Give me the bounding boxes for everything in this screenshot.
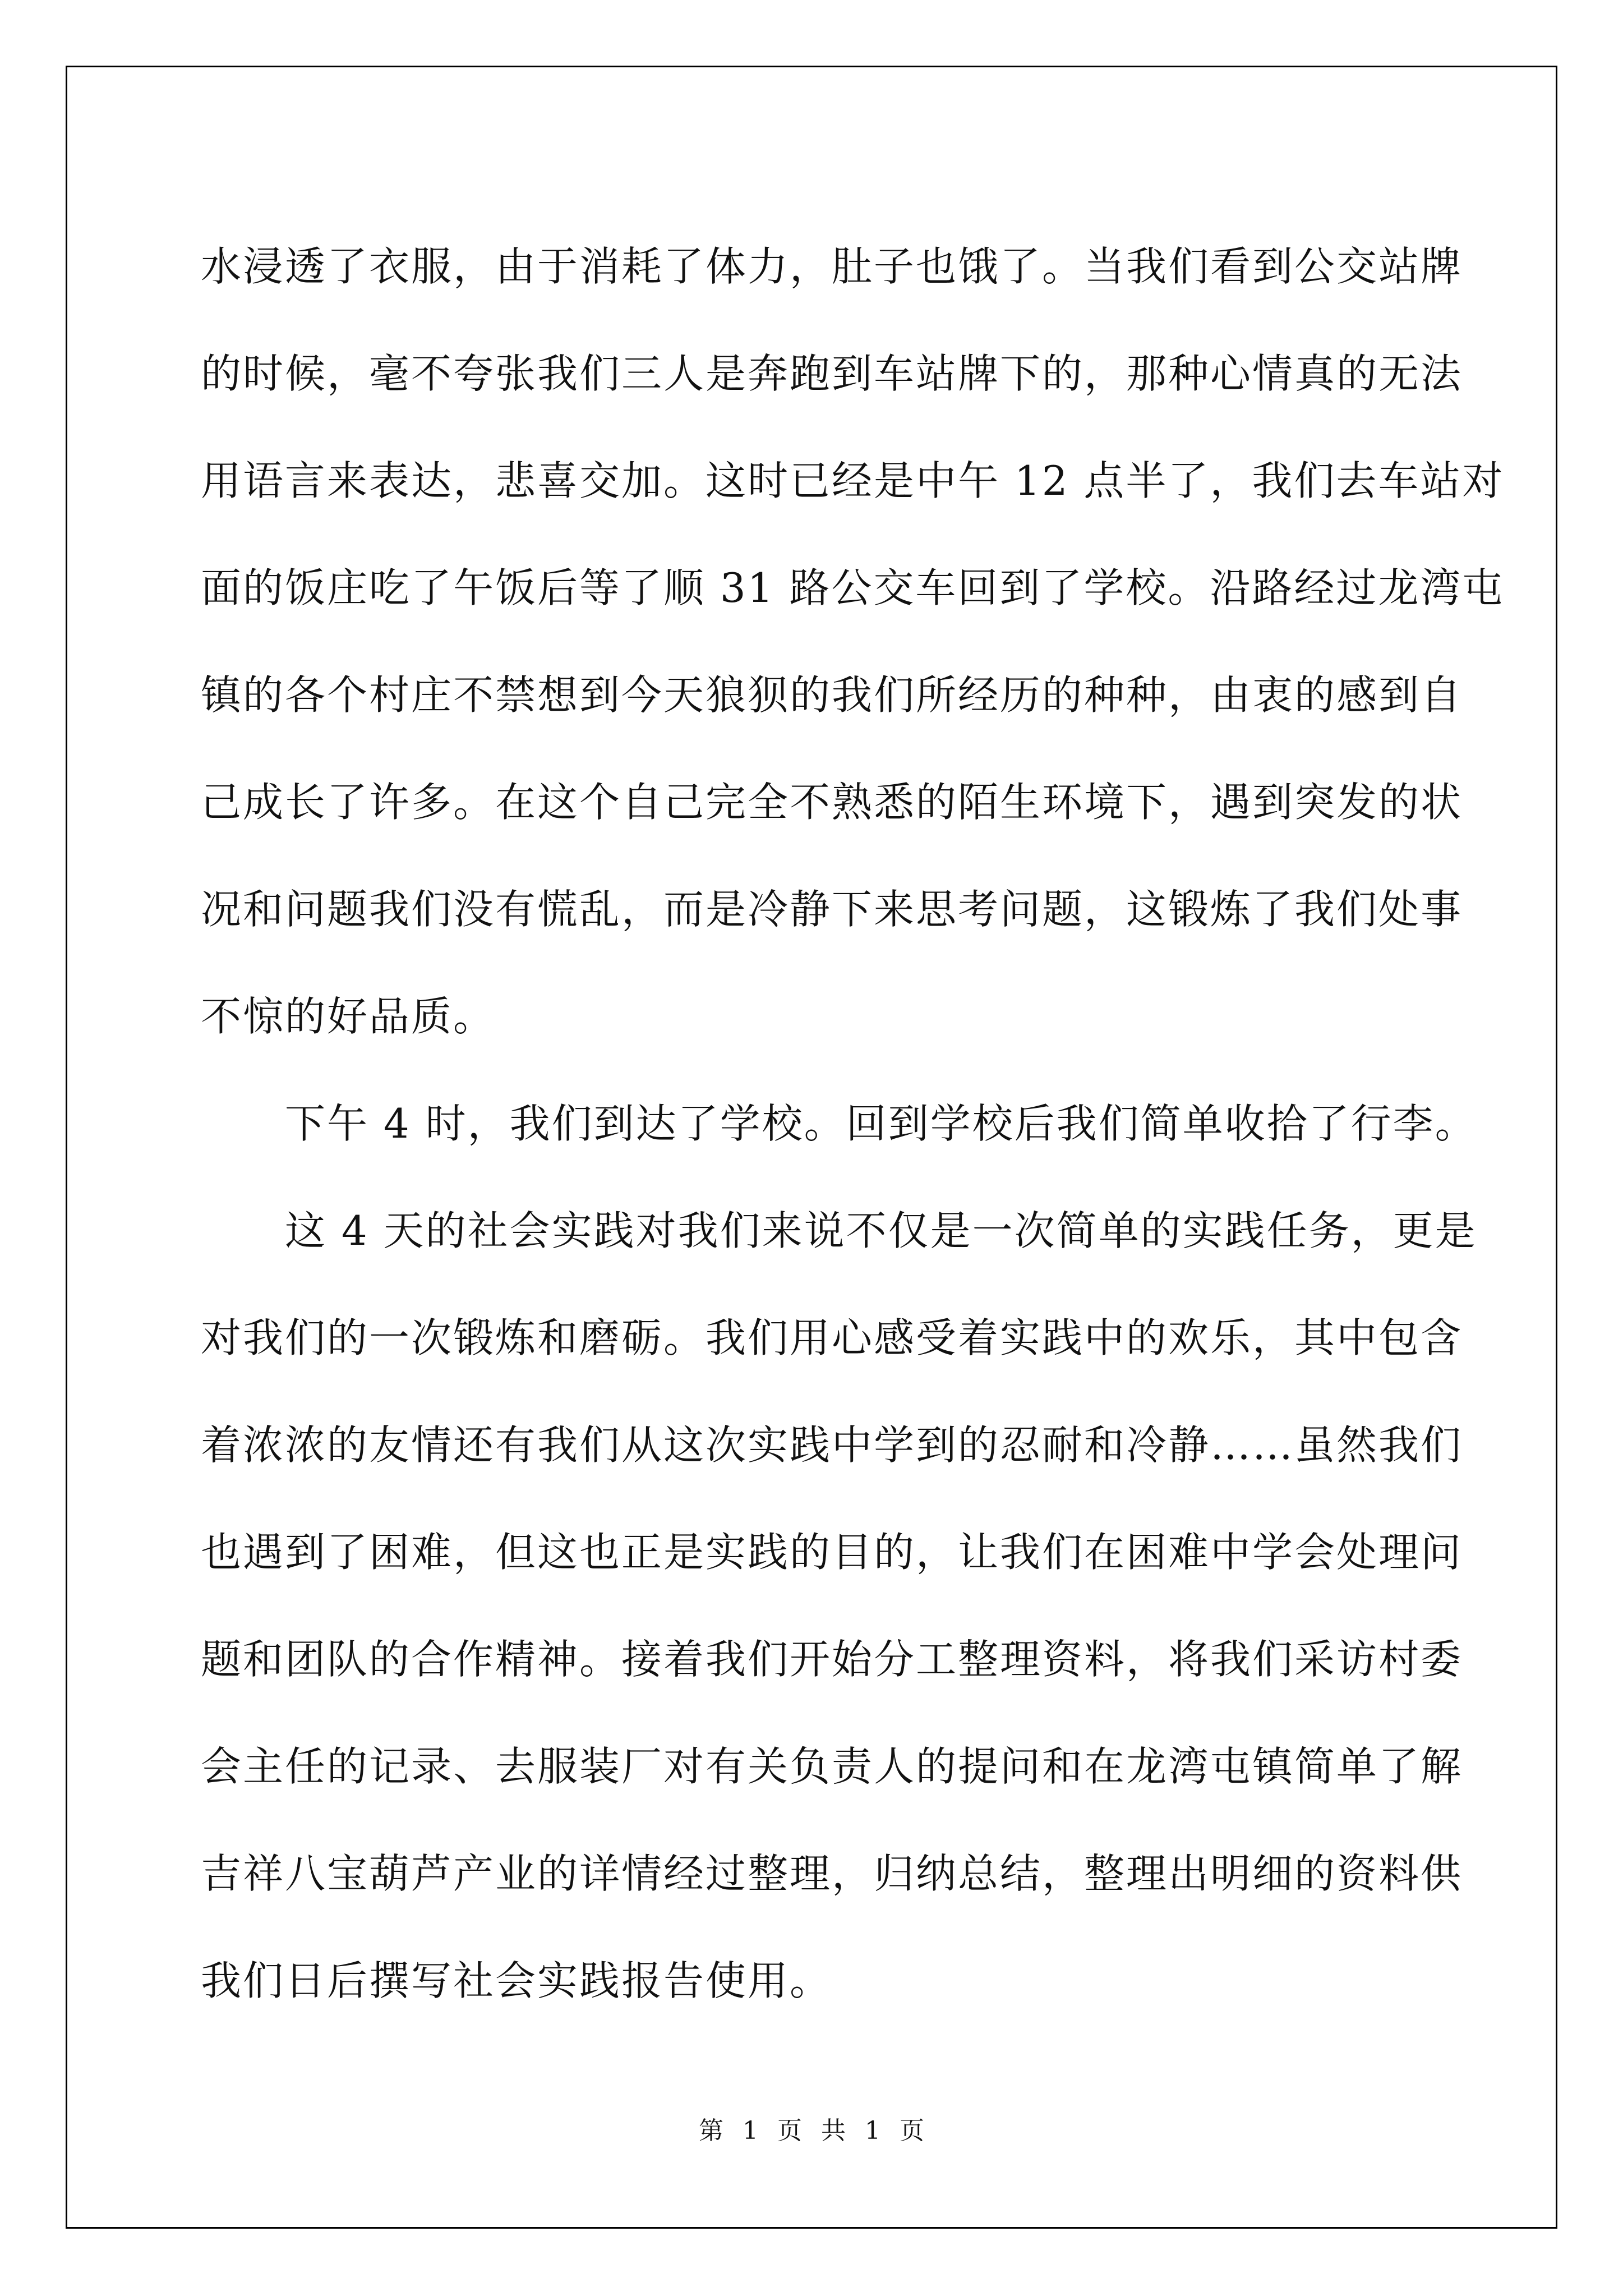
text-line: 的时候，毫不夸张我们三人是奔跑到车站牌下的，那种心情真的无法: [201, 350, 1463, 397]
text-line: 会主任的记录、去服装厂对有关负责人的提问和在龙湾屯镇简单了解: [201, 1743, 1463, 1790]
text-line: 面的饭庄吃了午饭后等了顺 31 路公交车回到了学校。沿路经过龙湾屯: [201, 564, 1505, 611]
paragraph-2: [201, 1070, 1477, 1177]
page-number-footer: 第 1 页 共 1 页: [699, 2116, 924, 2145]
text-line: 这 4 天的社会实践对我们来说不仅是一次简单的实践任务，更是: [285, 1207, 1477, 1254]
text-line: 也遇到了困难，但这也正是实践的目的，让我们在困难中学会处理问: [201, 1529, 1463, 1576]
paragraph-1: [201, 213, 1505, 1070]
text-line: 水浸透了衣服，由于消耗了体力，肚子也饿了。当我们看到公交站牌: [201, 243, 1463, 290]
paragraph-3: [201, 1177, 1477, 2035]
text-line: 吉祥八宝葫芦产业的详情经过整理，归纳总结，整理出明细的资料供: [201, 1850, 1463, 1897]
text-line: 况和问题我们没有慌乱，而是冷静下来思考问题，这锻炼了我们处事: [201, 886, 1463, 933]
text-line: 对我们的一次锻炼和磨砺。我们用心感受着实践中的欢乐，其中包含: [201, 1314, 1463, 1361]
text-line: 己成长了许多。在这个自己完全不熟悉的陌生环境下，遇到突发的状: [201, 779, 1463, 826]
text-line: 题和团队的合作精神。接着我们开始分工整理资料，将我们采访村委: [201, 1636, 1463, 1683]
document-body: [201, 213, 1505, 2035]
text-line: 着浓浓的友情还有我们从这次实践中学到的忍耐和冷静……虽然我们: [201, 1421, 1463, 1469]
text-line: 不惊的好品质。: [201, 993, 496, 1040]
text-line: 用语言来表达，悲喜交加。这时已经是中午 12 点半了，我们去车站对: [201, 457, 1505, 504]
text-line: 镇的各个村庄不禁想到今天狼狈的我们所经历的种种，由衷的感到自: [201, 671, 1463, 719]
text-line: 下午 4 时，我们到达了学校。回到学校后我们简单收拾了行李。: [285, 1100, 1477, 1147]
text-line: 我们日后撰写社会实践报告使用。: [201, 1957, 832, 2004]
